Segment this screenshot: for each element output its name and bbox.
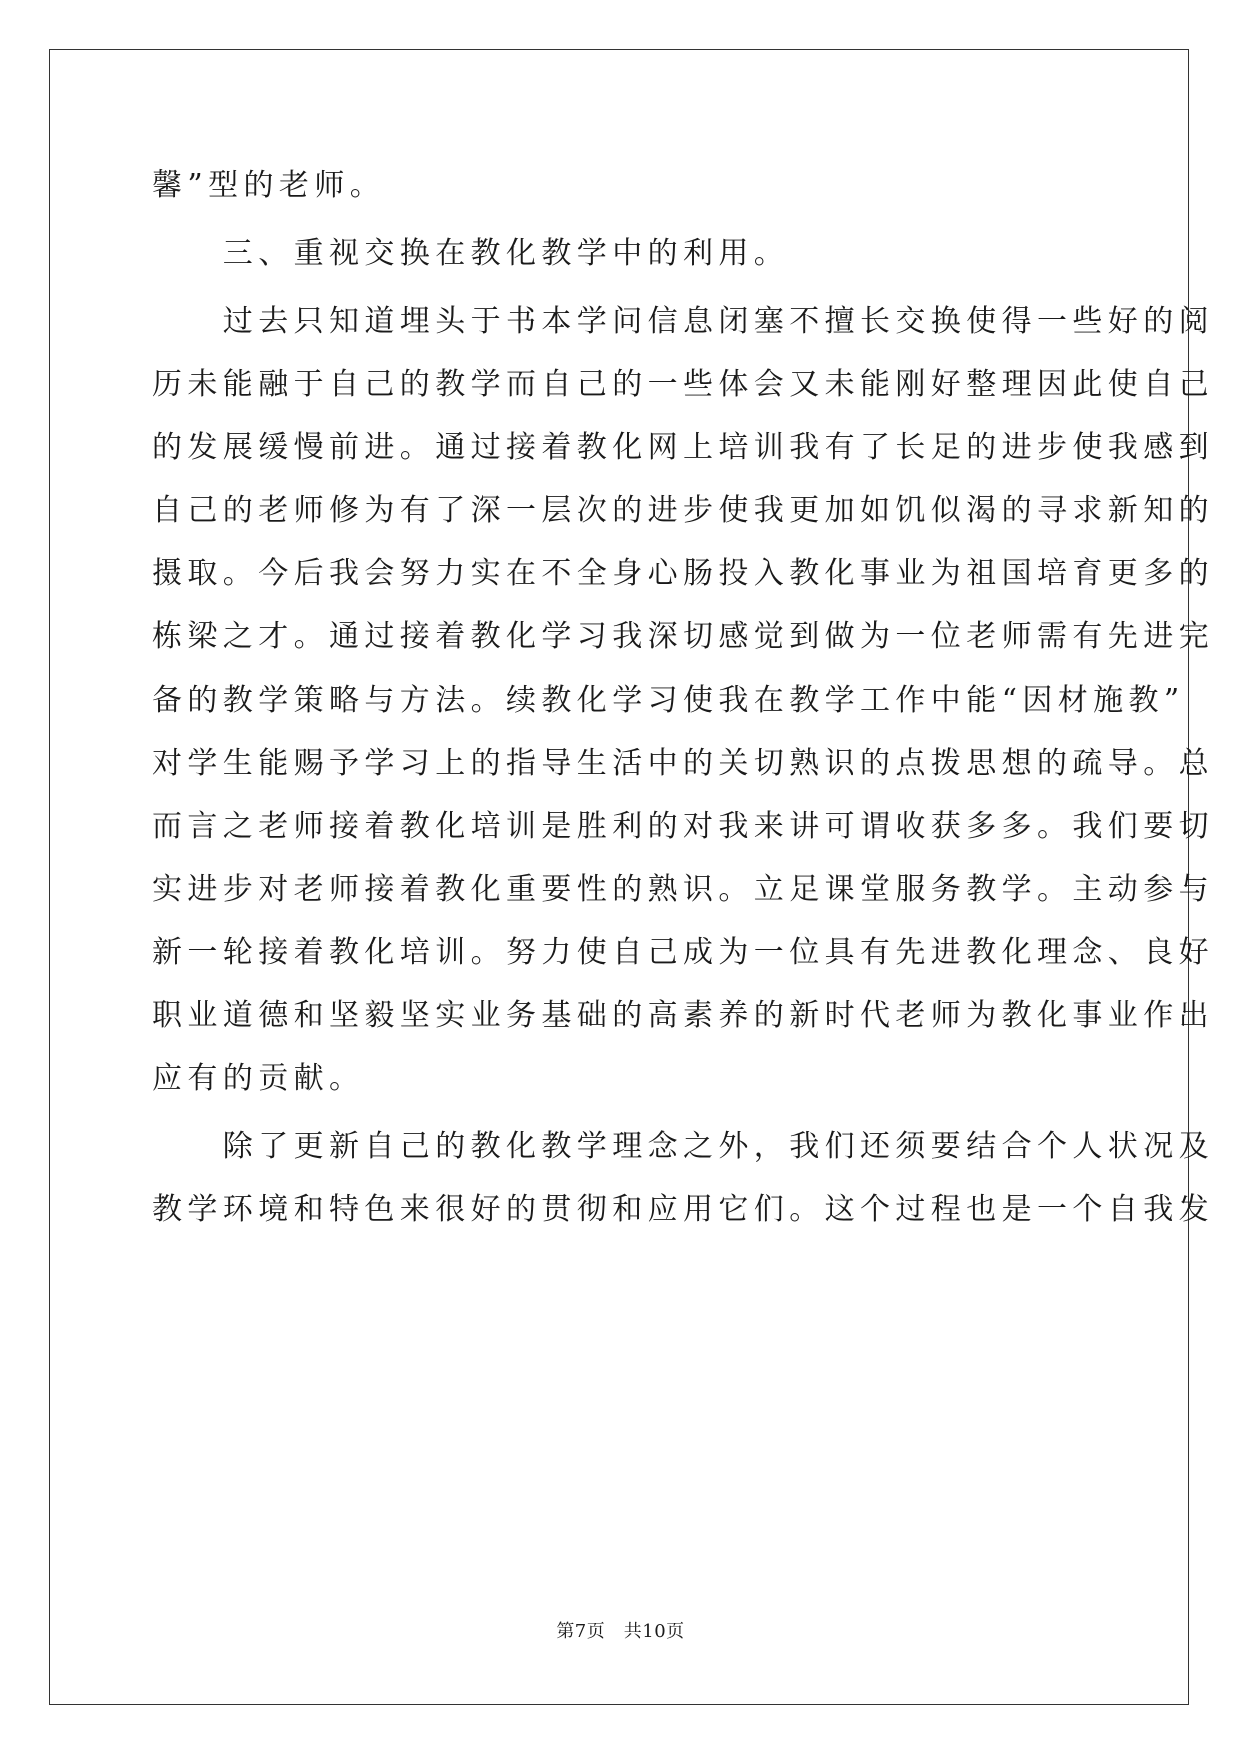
text-line: 历未能融于自己的教学而自己的一些体会又未能刚好整理因此使自己 [152, 367, 1214, 403]
text-line: 自己的老师修为有了深一层次的进步使我更加如饥似渴的寻求新知的 [152, 493, 1214, 529]
text-line: 而言之老师接着教化培训是胜利的对我来讲可谓收获多多。我们要切 [152, 808, 1214, 844]
text-line: 除了更新自己的教化教学理念之外，我们还须要结合个人状况及 [152, 1129, 1214, 1165]
text-line: 摄取。今后我会努力实在不全身心肠投入教化事业为祖国培育更多的 [152, 556, 1214, 592]
text-line: 馨”型的老师。 [152, 168, 386, 203]
text-line: 对学生能赐予学习上的指导生活中的关切熟识的点拨思想的疏导。总 [152, 745, 1214, 781]
text-line: 实进步对老师接着教化重要性的熟识。立足课堂服务教学。主动参与 [152, 871, 1214, 907]
page-footer [0, 1617, 1241, 1643]
text-line: 的发展缓慢前进。通过接着教化网上培训我有了长足的进步使我感到 [152, 430, 1214, 466]
page-number: 第7页 共10页 [556, 1621, 685, 1642]
document-body [152, 155, 1214, 1242]
text-line: 职业道德和坚毅坚实业务基础的高素养的新时代老师为教化事业作出 [152, 998, 1214, 1034]
text-line: 应有的贡献。 [152, 1061, 365, 1097]
text-line: 栋梁之才。通过接着教化学习我深切感觉到做为一位老师需有先进完 [152, 619, 1214, 655]
text-line: 过去只知道埋头于书本学问信息闭塞不擅长交换使得一些好的阅 [152, 304, 1214, 339]
text-line: 新一轮接着教化培训。努力使自己成为一位具有先进教化理念、良好 [152, 934, 1214, 970]
section-heading: 三、重视交换在教化教学中的利用。 [152, 236, 790, 271]
text-line: 备的教学策略与方法。续教化学习使我在教学工作中能“因材施教” [152, 682, 1185, 718]
text-line: 教学环境和特色来很好的贯彻和应用它们。这个过程也是一个自我发 [152, 1192, 1214, 1228]
